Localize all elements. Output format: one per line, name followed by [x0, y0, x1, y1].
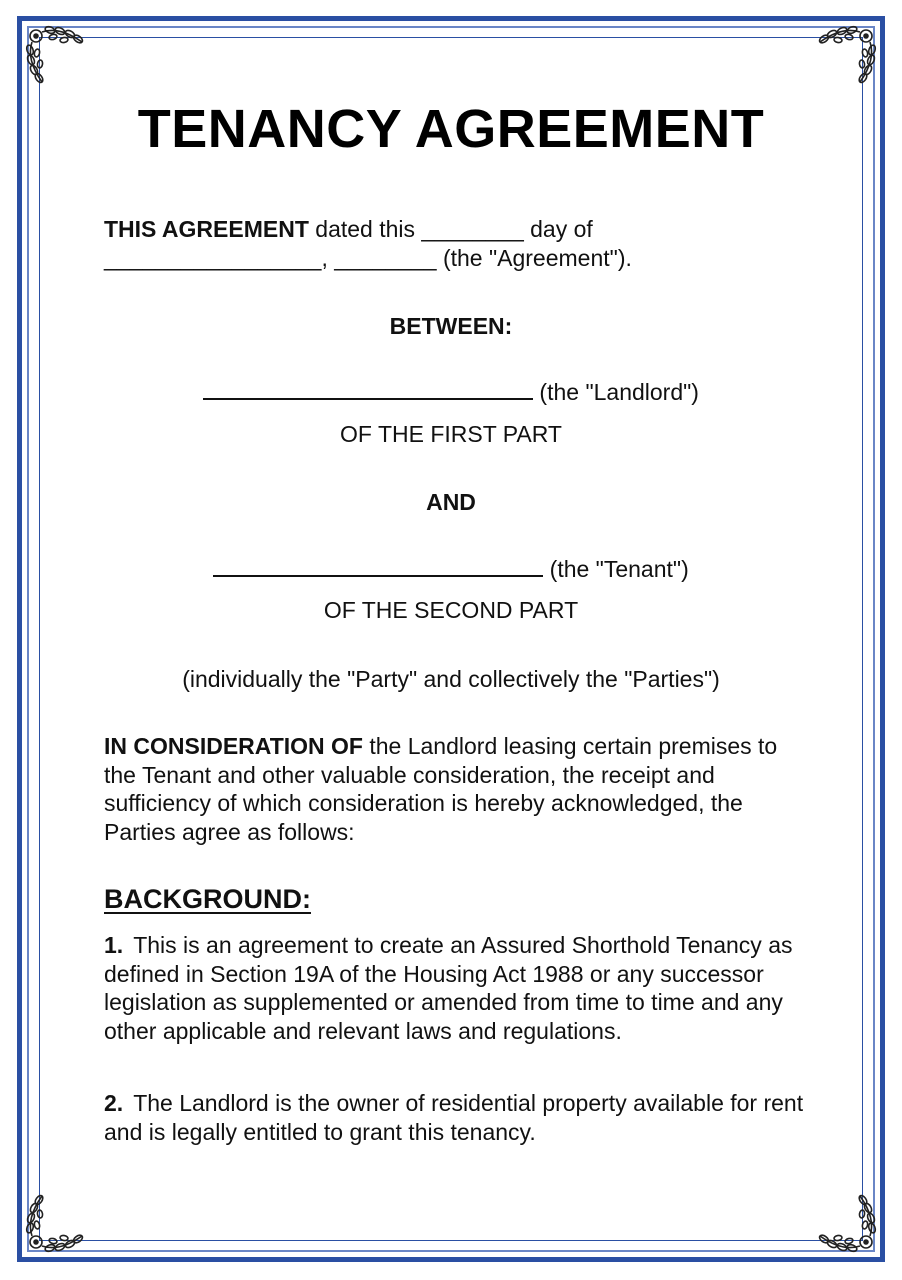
document-title: TENANCY AGREEMENT	[137, 99, 765, 159]
between-label: BETWEEN:	[389, 313, 513, 339]
consideration-lead: IN CONSIDERATION OF	[104, 733, 363, 759]
clause-2	[104, 1089, 814, 1146]
clause-1	[104, 931, 814, 1045]
intro-paragraph	[104, 215, 814, 272]
tenant-part: OF THE SECOND PART	[323, 597, 579, 623]
consideration-paragraph	[104, 732, 814, 846]
tenant-name-blank	[213, 557, 543, 577]
landlord-role: (the "Landlord")	[539, 379, 699, 405]
landlord-line	[0, 378, 902, 406]
landlord-part: OF THE FIRST PART	[340, 421, 562, 447]
landlord-name-blank	[203, 380, 533, 400]
tenant-role: (the "Tenant")	[549, 556, 689, 582]
clause-text: The Landlord is the owner of residential property available for rent and is legally entitled to grant this tenancy.	[104, 1090, 804, 1145]
parties-note: (individually the "Party" and collectively the "Parties")	[182, 666, 720, 692]
clause-number: 1.	[104, 932, 124, 958]
and-label: AND	[426, 489, 476, 515]
consideration-text: the Landlord leasing certain premises to the Tenant and other valuable consideration, the receipt and sufficiency of which consideration is hereby acknowledged, the Parties agree as follows:	[104, 733, 778, 845]
floral-corner-ornament-icon	[22, 22, 98, 98]
intro-text-2: _________________, ________ (the "Agreement").	[104, 244, 632, 271]
intro-lead: THIS AGREEMENT	[104, 216, 309, 242]
clause-text: This is an agreement to create an Assured Shorthold Tenancy as defined in Section 19A of the Housing Act 1988 or any successor legislation as supplemented or amended from time to time and any other applicable and relevant laws and regulations.	[104, 932, 793, 1044]
clause-number: 2.	[104, 1090, 124, 1116]
intro-text-1: dated this ________ day of	[308, 216, 593, 242]
tenant-line	[0, 555, 902, 583]
floral-corner-ornament-icon	[804, 22, 880, 98]
floral-corner-ornament-icon	[804, 1180, 880, 1256]
floral-corner-ornament-icon	[22, 1180, 98, 1256]
background-heading: BACKGROUND:	[104, 884, 311, 914]
